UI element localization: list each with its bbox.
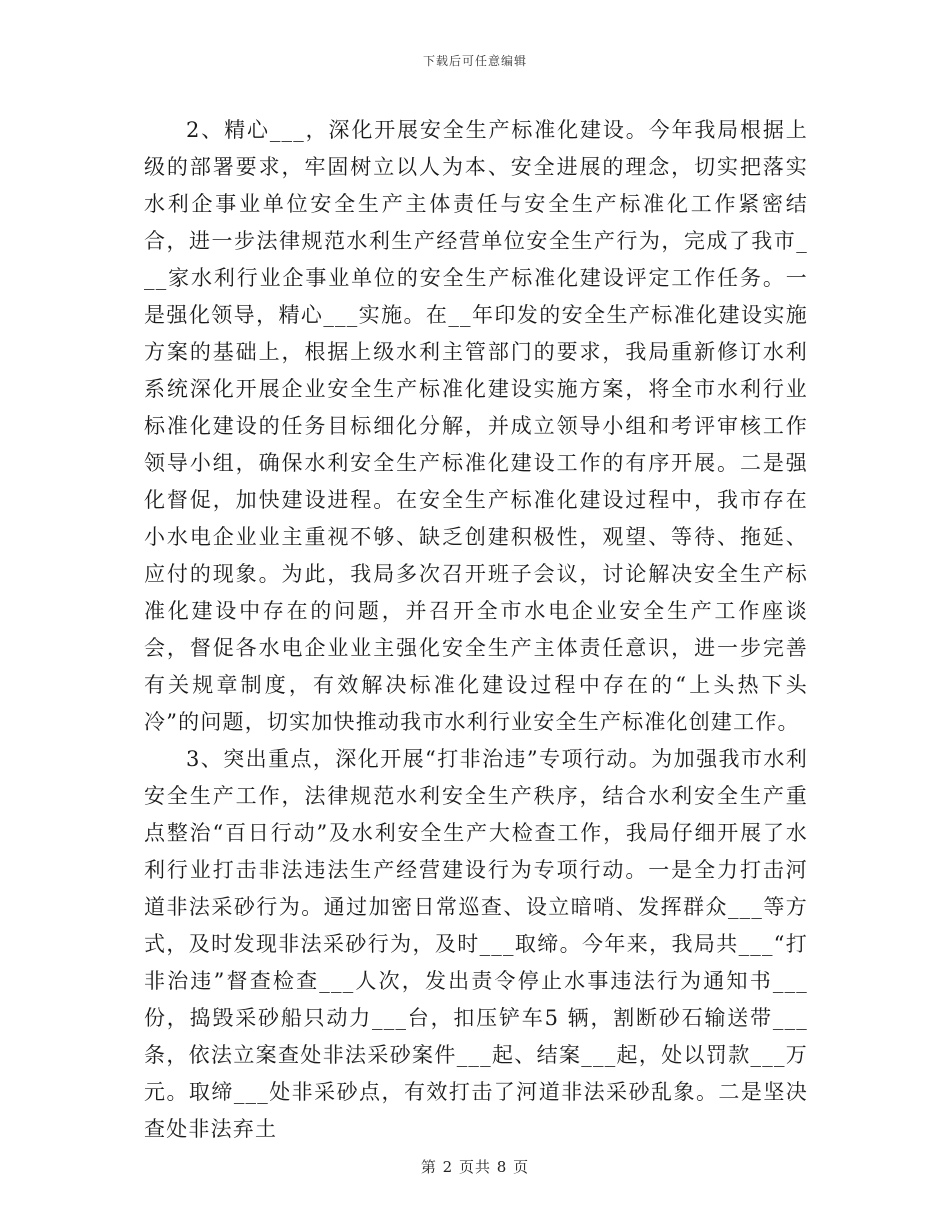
page-footer: 第 2 页共 8 页 <box>420 1158 530 1176</box>
paragraph-2: 2、精心___，深化开展安全生产标准化建设。今年我局根据上级的部署要求，牢固树立以人为本、安全进展的理念，切实把落实水利企事业单位安全生产主体责任与安全生产标准化工作紧密结合，进一步法律规范水利生产经营单位安全生产行为，完成了我市___家水利行业企事业单位的安全生产标准化建设评定工作任务。一是强化领导，精心___实施。在__年印发的安全生产标准化建设实施方案的基础上，根据上级水利主管部门的要求，我局重新修订水利系统深化开展企业安全生产标准化建设实施方案，将全市水利行业标准化建设的任务目标细化分解，并成立领导小组和考评审核工作领导小组，确保水利安全生产标准化建设工作的有序开展。二是强化督促，加快建设进程。在安全生产标准化建设过程中，我市存在小水电企业业主重视不够、缺乏创建积极性，观望、等待、拖延、应付的现象。为此，我局多次召开班子会议，讨论解决安全生产标准化建设中存在的问题，并召开全市水电企业安全生产工作座谈会，督促各水电企业业主强化安全生产主体责任意识，进一步完善有关规章制度，有效解决标准化建设过程中存在的“上头热下头冷”的问题，切实加快推动我市水利行业安全生产标准化创建工作。 <box>144 118 808 734</box>
document-body <box>144 112 808 1148</box>
paragraph-3: 3、突出重点，深化开展“打非治违”专项行动。为加强我市水利安全生产工作，法律规范水利安全生产秩序，结合水利安全生产重点整治“百日行动”及水利安全生产大检查工作，我局仔细开展了水利行业打击非法违法生产经营建设行为专项行动。一是全力打击河道非法采砂行为。通过加密日常巡查、设立暗哨、发挥群众___等方式，及时发现非法采砂行为，及时___取缔。今年来，我局共___“打非治违”督查检查___人次，发出责令停止水事违法行为通知书___份，捣毁采砂船只动力___台，扣压铲车5 辆，割断砂石输送带___条，依法立案查处非法采砂案件___起、结案___起，处以罚款___万元。取缔___处非采砂点，有效打击了河道非法采砂乱象。二是坚决查处非法弃土 <box>144 747 808 1141</box>
header-note: 下载后可任意编辑 <box>422 54 527 68</box>
